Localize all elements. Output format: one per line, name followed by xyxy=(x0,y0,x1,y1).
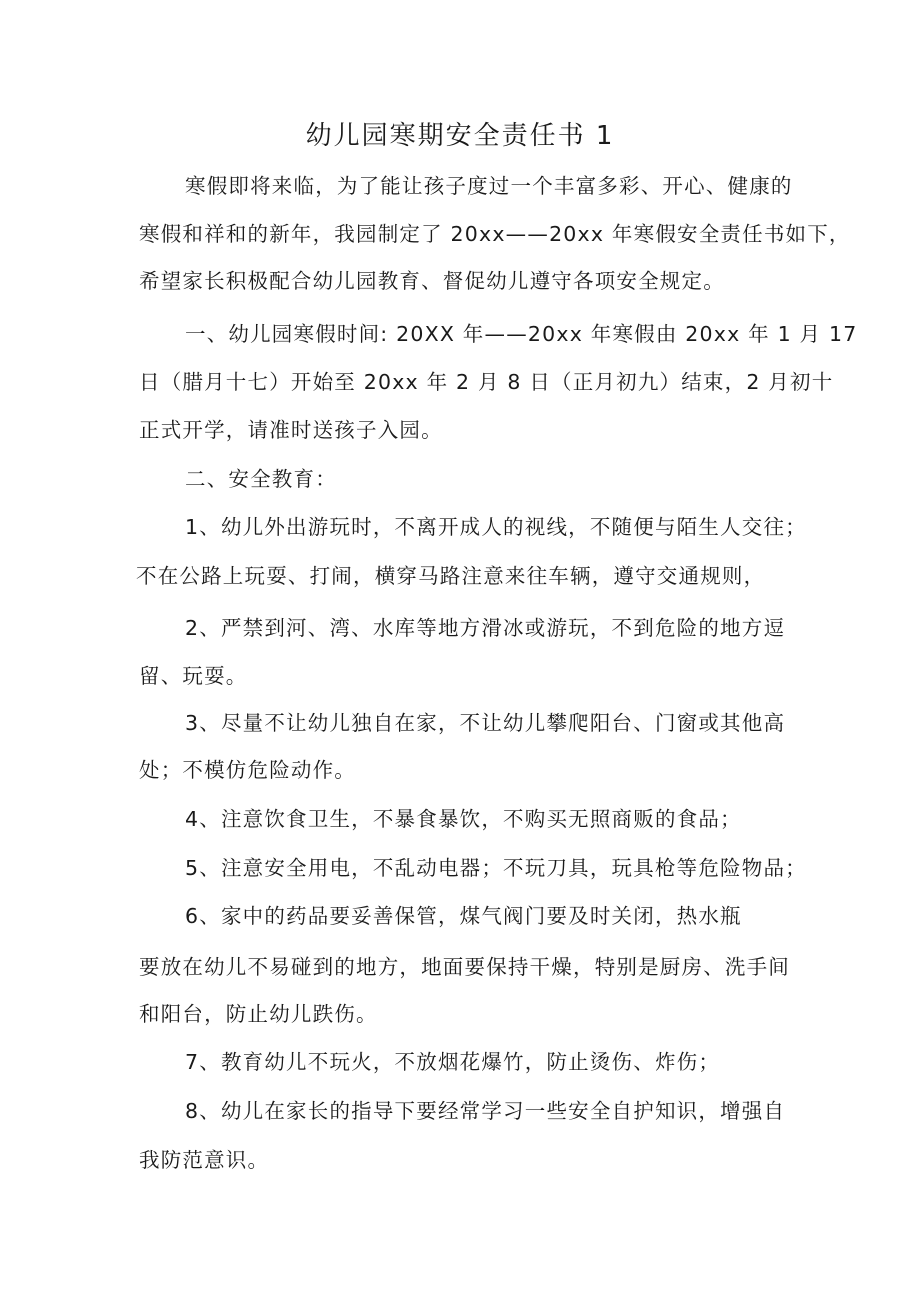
item-6-line-1: 6、家中的药品要妥善保管，煤气阀门要及时关闭，热水瓶 xyxy=(185,904,742,928)
item-8-line-2: 我防范意识。 xyxy=(139,1148,270,1172)
item-5-line-1: 5、注意安全用电，不乱动电器；不玩刀具，玩具枪等危险物品； xyxy=(185,856,807,880)
paragraph-intro-line-1: 寒假即将来临，为了能让孩子度过一个丰富多彩、开心、健康的 xyxy=(185,174,793,198)
paragraph-intro-line-2: 寒假和祥和的新年，我园制定了 20xx——20xx 年寒假安全责任书如下， xyxy=(139,222,851,246)
item-3-line-1: 3、尽量不让幼儿独自在家，不让幼儿攀爬阳台、门窗或其他高 xyxy=(185,711,786,735)
document-title: 幼儿园寒期安全责任书 1 xyxy=(305,121,615,151)
item-6-line-2: 要放在幼儿不易碰到的地方，地面要保持干燥，特别是厨房、洗手间 xyxy=(139,955,790,979)
section-2-heading: 二、安全教育： xyxy=(185,467,337,491)
item-6-line-3: 和阳台，防止幼儿跌伤。 xyxy=(139,1002,378,1026)
item-2-line-2: 留、玩耍。 xyxy=(139,664,248,688)
paragraph-intro-line-3: 希望家长积极配合幼儿园教育、督促幼儿遵守各项安全规定。 xyxy=(139,269,725,293)
section-1-line-2: 日（腊月十七）开始至 20xx 年 2 月 8 日（正月初九）结束，2 月初十 xyxy=(139,370,834,394)
item-8-line-1: 8、幼儿在家长的指导下要经常学习一些安全自护知识，增强自 xyxy=(185,1099,786,1123)
section-1-line-1: 一、幼儿园寒假时间: 20XX 年——20xx 年寒假由 20xx 年 1 月 17 xyxy=(185,322,858,346)
item-4-line-1: 4、注意饮食卫生，不暴食暴饮，不购买无照商贩的食品； xyxy=(185,807,742,831)
item-1-line-1: 1、幼儿外出游玩时，不离开成人的视线，不随便与陌生人交往； xyxy=(185,515,807,539)
item-3-line-2: 处；不模仿危险动作。 xyxy=(139,758,356,782)
item-2-line-1: 2、严禁到河、湾、水库等地方滑冰或游玩，不到危险的地方逗 xyxy=(185,616,786,640)
section-1-line-3: 正式开学，请准时送孩子入园。 xyxy=(139,418,443,442)
item-7-line-1: 7、教育幼儿不玩火，不放烟花爆竹，防止烫伤、炸伤； xyxy=(185,1050,721,1074)
item-1-line-2: 不在公路上玩耍、打闹，横穿马路注意来往车辆，遵守交通规则， xyxy=(136,564,766,588)
